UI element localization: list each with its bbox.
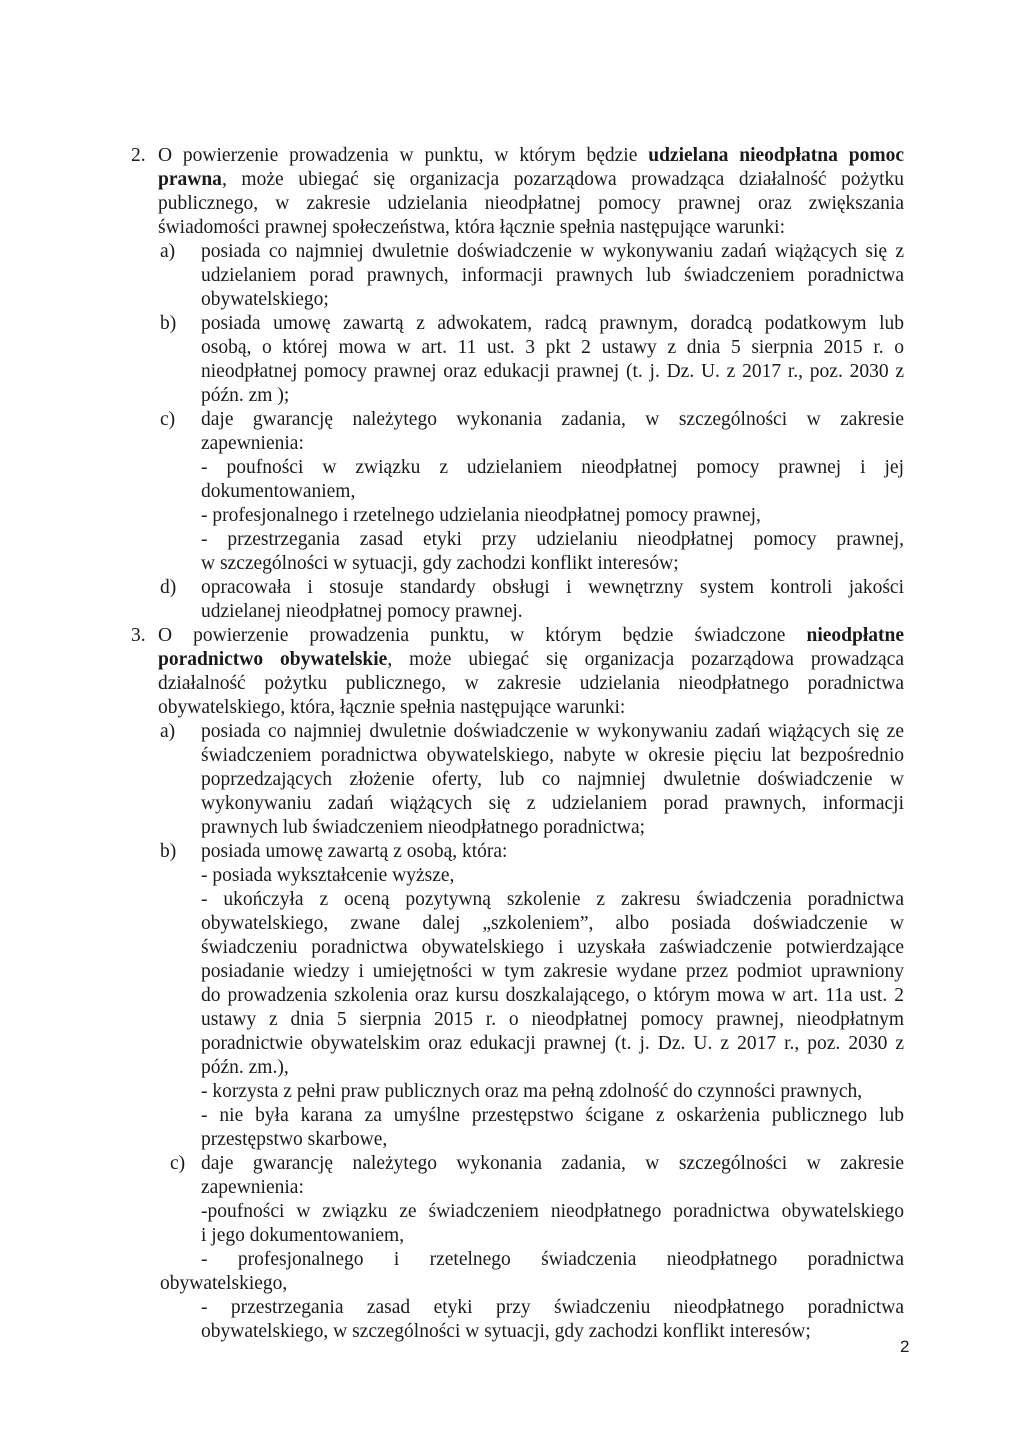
item-label: d) xyxy=(160,577,177,598)
item-label: c) xyxy=(160,409,176,430)
item-line: - poufności w związku z udzielaniem nieodpłatnej pomocy prawnej i jej xyxy=(201,457,904,478)
item-line: obywatelskiego, zwane dalej „szkoleniem”, albo posiada doświadczenie w xyxy=(201,913,904,934)
item-line: i jego dokumentowaniem, xyxy=(201,1225,405,1246)
item-line: świadczeniu poradnictwa obywatelskiego i uzyskała zaświadczenie potwierdzające xyxy=(201,937,904,958)
section-number: 3. xyxy=(131,625,146,646)
section-intro-line: prawna, może ubiegać się organizacja pozarządowa prowadząca działalność pożytku xyxy=(158,169,904,190)
item-line: nieodpłatnej pomocy prawnej oraz edukacji prawnej (t. j. Dz. U. z 2017 r., poz. 2030 z xyxy=(201,361,904,382)
item-line: wykonywaniu zadań wiążących się z udzielaniem porad prawnych, informacji xyxy=(201,793,904,814)
bold-phrase: nieodpłatne xyxy=(806,625,904,646)
item-line: dokumentowaniem, xyxy=(201,481,356,502)
item-line: - ukończyła z oceną pozytywną szkolenie z zakresu świadczenia poradnictwa xyxy=(201,889,904,910)
section-intro-line: obywatelskiego, która, łącznie spełnia następujące warunki: xyxy=(158,697,626,718)
item-line: - profesjonalnego i rzetelnego świadczenia nieodpłatnego poradnictwa xyxy=(201,1249,904,1270)
item-line: opracowała i stosuje standardy obsługi i wewnętrzny system kontroli jakości xyxy=(201,577,904,598)
bold-phrase: poradnictwo obywatelskie xyxy=(158,649,388,670)
section-intro-line: poradnictwo obywatelskie, może ubiegać się organizacja pozarządowa prowadząca xyxy=(158,649,904,670)
item-line: - przestrzegania zasad etyki przy świadczeniu nieodpłatnego poradnictwa xyxy=(201,1297,904,1318)
item-line: późn. zm ); xyxy=(201,385,290,406)
item-line: obywatelskiego; xyxy=(201,289,329,310)
item-label: a) xyxy=(160,241,176,262)
item-line: w szczególności w sytuacji, gdy zachodzi konflikt interesów; xyxy=(201,553,679,574)
item-line: osobą, o której mowa w art. 11 ust. 3 pkt 2 ustawy z dnia 5 sierpnia 2015 r. o xyxy=(201,337,904,358)
item-line: posiada umowę zawartą z osobą, która: xyxy=(201,841,508,862)
section-intro-line: działalność pożytku publicznego, w zakresie udzielania nieodpłatnego poradnictwa xyxy=(158,673,904,694)
item-line: - korzysta z pełni praw publicznych oraz ma pełną zdolność do czynności prawnych, xyxy=(201,1081,863,1102)
item-label: c) xyxy=(170,1153,186,1174)
item-line: prawnych lub świadczeniem nieodpłatnego poradnictwa; xyxy=(201,817,646,838)
item-line: daje gwarancję należytego wykonania zadania, w szczególności w zakresie xyxy=(201,1153,904,1174)
section-number: 2. xyxy=(131,145,146,166)
item-line: -poufności w związku ze świadczeniem nieodpłatnego poradnictwa obywatelskiego xyxy=(201,1201,904,1222)
item-line: obywatelskiego, xyxy=(160,1273,288,1294)
item-line: poprzedzających złożenie oferty, lub co najmniej dwuletnie doświadczenie w xyxy=(201,769,904,790)
section-intro-line: publicznego, w zakresie udzielania nieodpłatnej pomocy prawnej oraz zwiększania xyxy=(158,193,904,214)
item-line: przestępstwo skarbowe, xyxy=(201,1129,388,1150)
item-line: - nie była karana za umyślne przestępstwo ścigane z oskarżenia publicznego lub xyxy=(201,1105,904,1126)
bold-phrase: prawna xyxy=(158,169,222,190)
item-line: - posiada wykształcenie wyższe, xyxy=(201,865,455,886)
bold-phrase: udzielana nieodpłatna pomoc xyxy=(648,145,904,166)
item-line: obywatelskiego, w szczególności w sytuacji, gdy zachodzi konflikt interesów; xyxy=(201,1321,811,1342)
item-line: poradnictwie obywatelskim oraz edukacji prawnej (t. j. Dz. U. z 2017 r., poz. 2030 z xyxy=(201,1033,904,1054)
item-line: zapewnienia: xyxy=(201,433,304,454)
item-line: posiada co najmniej dwuletnie doświadczenie w wykonywaniu zadań wiążących się z xyxy=(201,241,904,262)
item-line: posiada umowę zawartą z adwokatem, radcą prawnym, doradcą podatkowym lub xyxy=(201,313,904,334)
item-line: zapewnienia: xyxy=(201,1177,304,1198)
section-intro-line: O powierzenie prowadzenia punktu, w którym będzie świadczone nieodpłatne xyxy=(158,625,904,646)
item-line: późn. zm.), xyxy=(201,1057,289,1078)
item-line: posiadanie wiedzy i umiejętności w tym zakresie wydane przez podmiot uprawniony xyxy=(201,961,904,982)
item-label: a) xyxy=(160,721,176,742)
item-label: b) xyxy=(160,841,177,862)
item-line: do prowadzenia szkolenia oraz kursu doszkalającego, o którym mowa w art. 11a ust. 2 xyxy=(201,985,904,1006)
page-number: 2 xyxy=(900,1337,910,1356)
item-line: ustawy z dnia 5 sierpnia 2015 r. o nieodpłatnej pomocy prawnej, nieodpłatnym xyxy=(201,1009,904,1030)
item-label: b) xyxy=(160,313,177,334)
section-intro-line: O powierzenie prowadzenia w punktu, w którym będzie udzielana nieodpłatna pomoc xyxy=(158,145,904,166)
item-line: udzielanej nieodpłatnej pomocy prawnej. xyxy=(201,601,523,622)
item-line: daje gwarancję należytego wykonania zadania, w szczególności w zakresie xyxy=(201,409,904,430)
item-line: - przestrzegania zasad etyki przy udzielaniu nieodpłatnej pomocy prawnej, xyxy=(201,529,904,550)
item-line: - profesjonalnego i rzetelnego udzielania nieodpłatnej pomocy prawnej, xyxy=(201,505,761,526)
item-line: posiada co najmniej dwuletnie doświadczenie w wykonywaniu zadań wiążących się ze xyxy=(201,721,904,742)
section-intro-line: świadomości prawnej społeczeństwa, która łącznie spełnia następujące warunki: xyxy=(158,217,786,238)
item-line: udzielaniem porad prawnych, informacji prawnych lub świadczeniem poradnictwa xyxy=(201,265,904,286)
item-line: świadczeniem poradnictwa obywatelskiego, nabyte w okresie pięciu lat bezpośrednio xyxy=(201,745,904,766)
